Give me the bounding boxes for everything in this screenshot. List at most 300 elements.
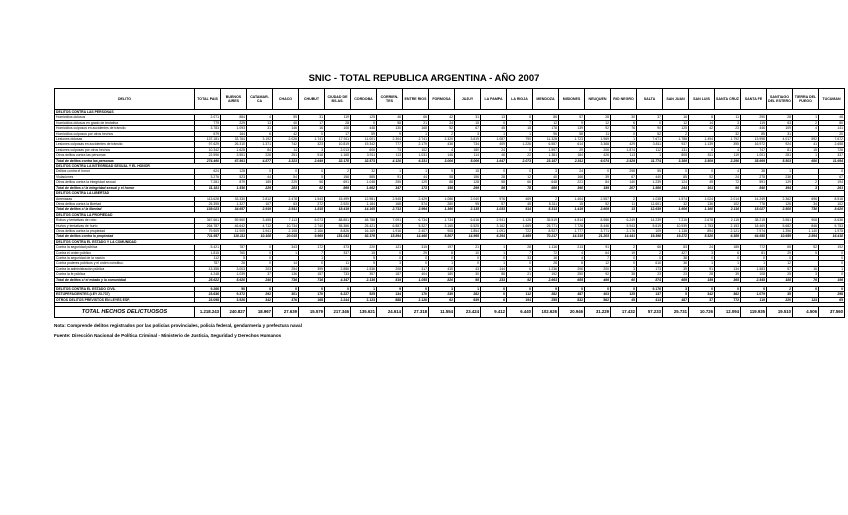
grand-total-row (55, 307, 845, 318)
table-cell: 168 (403, 126, 429, 131)
column-header: SANTA FE (741, 89, 767, 110)
table-cell: 15.579 (299, 307, 325, 318)
table-cell: 1.024 (689, 196, 715, 201)
table-cell: 11.181 (195, 185, 221, 190)
table-cell: 113.628 (195, 196, 221, 201)
table-cell: 19.342 (351, 142, 377, 147)
table-cell: 8.620 (819, 207, 845, 212)
table-cell: 7.091 (377, 218, 403, 223)
table-cell: 6 (247, 131, 273, 136)
table-cell: 7.281 (195, 180, 221, 185)
table-cell: 281 (767, 153, 793, 158)
table-cell: 2.013 (325, 147, 351, 152)
table-cell: 156 (455, 174, 481, 179)
table-cell: 41 (793, 142, 819, 147)
table-cell: 206 (559, 266, 585, 271)
column-header: LA RIOJA (507, 89, 533, 110)
table-cell: 11.554 (429, 307, 455, 318)
table-cell: 2.429 (403, 196, 429, 201)
table-cell: 112 (195, 255, 221, 260)
table-cell: 787 (221, 245, 247, 250)
table-cell: 102 (715, 201, 741, 206)
table-cell: 15.027 (741, 207, 767, 212)
table-cell: 46 (377, 115, 403, 120)
table-cell: 2.649 (299, 158, 325, 163)
table-cell: 32 (715, 131, 741, 136)
table-cell: 42 (689, 126, 715, 131)
table-cell: 832 (559, 297, 585, 302)
table-cell: 58 (559, 131, 585, 136)
table-cell: 733 (325, 272, 351, 277)
table-cell: 7.974 (741, 228, 767, 233)
table-cell: 178 (533, 126, 559, 131)
column-header: CATAMAR-CA (247, 89, 273, 110)
table-cell: 1.662 (351, 185, 377, 190)
table-cell: 0 (819, 261, 845, 266)
table-cell: 16.418 (819, 234, 845, 239)
table-cell: 14 (273, 261, 299, 266)
table-cell: 2.663 (533, 277, 559, 282)
column-header: TUCUMAN (819, 89, 845, 110)
table-cell: 13 (481, 115, 507, 120)
table-cell: 67 (819, 174, 845, 179)
table-cell: 0 (429, 255, 455, 260)
table-cell: 0 (715, 255, 741, 260)
table-cell: 197 (429, 245, 455, 250)
table-cell: 446 (741, 126, 767, 131)
table-cell: 2 (611, 196, 637, 201)
table-cell: 2.478 (273, 196, 299, 201)
table-cell: 139.023 (195, 207, 221, 212)
table-cell: 26.310 (221, 142, 247, 147)
section-label: DELITOS CONTRA LA INTEGRIDAD SEXUAL Y EL HONOR (55, 164, 845, 169)
table-cell: 6 (715, 250, 741, 255)
table-cell: 0 (377, 255, 403, 260)
table-cell: 1.079 (741, 292, 767, 297)
column-header: SAN LUIS (689, 89, 715, 110)
table-cell: 59.560 (221, 218, 247, 223)
table-cell: 3.455 (247, 218, 273, 223)
table-cell: 523 (221, 174, 247, 179)
table-cell: 159 (585, 185, 611, 190)
table-cell: 0 (637, 255, 663, 260)
table-cell: 3 (299, 147, 325, 152)
table-cell: 24 (481, 147, 507, 152)
table-cell: 8.826 (325, 228, 351, 233)
row-label: Lesiones culposas por otros hechos (55, 147, 195, 152)
table-cell: 337 (325, 250, 351, 255)
table-cell: 57 (767, 266, 793, 271)
table-cell: 92 (507, 277, 533, 282)
table-cell: 79.509 (195, 228, 221, 233)
table-cell: 102.626 (533, 307, 559, 318)
table-cell: 14.249 (741, 196, 767, 201)
table-cell: 49 (689, 180, 715, 185)
table-cell: 3 (793, 272, 819, 277)
table-cell: 4.814 (559, 218, 585, 223)
table-cell: 11.774 (637, 158, 663, 163)
table-cell: 805 (663, 153, 689, 158)
table-cell: 5 (351, 261, 377, 266)
section-label: DELITOS CONTRA LAS PERSONAS (55, 110, 845, 115)
table-cell: 30 (455, 272, 481, 277)
table-cell: 25.395 (195, 201, 221, 206)
table-cell: 11 (611, 201, 637, 206)
table-cell: 67 (455, 126, 481, 131)
table-cell: 0 (611, 255, 637, 260)
table-cell: 0 (351, 120, 377, 125)
table-cell: 119 (741, 297, 767, 302)
table-cell: 12.094 (715, 307, 741, 318)
table-cell: 1 (741, 261, 767, 266)
table-cell: 2 (793, 120, 819, 125)
table-cell: 16 (793, 266, 819, 271)
table-cell: 9.176 (637, 287, 663, 292)
table-cell: 262 (455, 292, 481, 297)
table-cell: 5.503 (767, 158, 793, 163)
table-cell: 57.233 (637, 307, 663, 318)
table-cell: 65 (819, 297, 845, 302)
table-cell: 1.381 (533, 153, 559, 158)
table-cell: 0 (819, 255, 845, 260)
table-cell: 1.140 (793, 228, 819, 233)
table-cell: 0 (689, 255, 715, 260)
table-cell: 46.642 (221, 223, 247, 228)
table-cell: 15 (793, 147, 819, 152)
table-cell: 5 (793, 250, 819, 255)
column-header: FORMOSA (429, 89, 455, 110)
table-cell: 3.926 (221, 297, 247, 302)
table-cell: 59 (273, 115, 299, 120)
table-cell: 55.366 (325, 223, 351, 228)
table-cell: 10.342 (195, 147, 221, 152)
table-cell: 19.398 (637, 234, 663, 239)
notes-block (54, 323, 844, 338)
table-cell: 686 (533, 185, 559, 190)
crime-statistics-table-wrapper (54, 88, 844, 318)
table-cell: 2 (637, 250, 663, 255)
table-cell: 25.622 (195, 277, 221, 282)
table-cell: 5.620 (221, 277, 247, 282)
table-cell: 3.192 (247, 137, 273, 142)
table-cell: 15 (455, 120, 481, 125)
row-label: Homicidios culposos por otros hechos (55, 131, 195, 136)
table-cell: 37 (247, 272, 273, 277)
table-cell: 272 (299, 201, 325, 206)
table-cell: 60 (611, 277, 637, 282)
table-cell: 123 (793, 297, 819, 302)
table-cell: 9.412 (481, 307, 507, 318)
table-cell: 194 (819, 180, 845, 185)
row-label: Total de delitos c/ el estado y la comunidad (55, 277, 195, 282)
table-cell: 113 (611, 153, 637, 158)
table-cell: 18.967 (247, 307, 273, 318)
table-cell: 18.419 (325, 207, 351, 212)
table-cell: 0 (507, 169, 533, 174)
table-cell: 0 (819, 272, 845, 277)
table-cell: 58 (377, 120, 403, 125)
table-cell: 173 (403, 185, 429, 190)
table-cell: 1.327 (221, 201, 247, 206)
table-cell: 1 (481, 261, 507, 266)
table-cell: 606 (351, 147, 377, 152)
table-cell: 15 (559, 201, 585, 206)
table-cell: 2.920 (325, 201, 351, 206)
table-cell: 290 (741, 115, 767, 120)
table-cell: 3.165 (429, 223, 455, 228)
table-cell: 35.669 (741, 158, 767, 163)
table-cell: 1.741 (299, 137, 325, 142)
table-cell: 5.682 (767, 223, 793, 228)
table-cell: 131 (663, 147, 689, 152)
table-cell: 367.661 (195, 218, 221, 223)
table-cell: 1.048 (351, 180, 377, 185)
table-cell: 624 (195, 169, 221, 174)
table-cell: 255 (377, 180, 403, 185)
table-cell: 685 (559, 277, 585, 282)
table-cell: 6.525 (455, 223, 481, 228)
table-cell: 58 (481, 180, 507, 185)
row-label: Homicidios dolosos (55, 115, 195, 120)
table-cell: 184 (559, 153, 585, 158)
table-cell: 1.669 (507, 223, 533, 228)
table-cell: 92.376 (351, 234, 377, 239)
table-cell: 6.557 (533, 142, 559, 147)
table-cell: 35 (767, 292, 793, 297)
table-cell: 3 (689, 250, 715, 255)
table-cell: 0 (299, 131, 325, 136)
table-cell: 691 (325, 180, 351, 185)
table-cell: 5.619 (637, 223, 663, 228)
table-cell: 0 (507, 287, 533, 292)
table-cell: 10.108 (247, 234, 273, 239)
table-cell: 29 (559, 147, 585, 152)
table-cell: 2.812 (247, 196, 273, 201)
table-cell: 357 (351, 272, 377, 277)
table-cell: 2 (429, 131, 455, 136)
table-cell: 3.368 (585, 142, 611, 147)
column-header: NEUQUEN (585, 89, 611, 110)
column-header: BUENOS AIRES (221, 89, 247, 110)
column-header: CHUBUT (299, 89, 325, 110)
table-cell: 1 (819, 266, 845, 271)
table-cell: 1 (455, 287, 481, 292)
table-cell: 0 (481, 292, 507, 297)
table-cell: 5 (663, 292, 689, 297)
table-cell: 403 (585, 292, 611, 297)
table-cell: 33.330 (221, 196, 247, 201)
table-cell: 229 (247, 185, 273, 190)
table-cell: 4 (559, 255, 585, 260)
table-cell: 298 (819, 292, 845, 297)
table-cell: 213 (559, 245, 585, 250)
table-cell: 170 (403, 292, 429, 297)
table-cell: 5.421 (195, 245, 221, 250)
table-cell: 4.120 (377, 158, 403, 163)
table-cell: 9 (377, 131, 403, 136)
table-cell: 6 (507, 266, 533, 271)
table-cell: 7.671 (637, 137, 663, 142)
table-cell: 689 (663, 277, 689, 282)
table-cell: 3 (793, 185, 819, 190)
table-cell: 1.371 (247, 142, 273, 147)
table-cell: 23 (715, 126, 741, 131)
table-cell: 187 (377, 272, 403, 277)
table-cell: 11 (585, 131, 611, 136)
table-cell: 1.916 (377, 228, 403, 233)
table-cell: 17 (299, 120, 325, 125)
table-cell: 1 (767, 169, 793, 174)
table-cell: 15.894 (377, 234, 403, 239)
table-cell: 8.446 (585, 223, 611, 228)
table-cell: 4.017 (767, 137, 793, 142)
table-cell: 81 (767, 147, 793, 152)
table-cell: 250 (559, 272, 585, 277)
table-cell: 1.226 (507, 142, 533, 147)
table-cell: 20 (819, 131, 845, 136)
table-cell: 11 (715, 115, 741, 120)
table-cell: 5 (351, 255, 377, 260)
table-cell: 820 (429, 277, 455, 282)
table-cell: 2.557 (585, 196, 611, 201)
table-cell: 14.319 (559, 234, 585, 239)
table-cell: 869 (325, 185, 351, 190)
table-cell: 5.327 (403, 223, 429, 228)
table-cell: 0 (481, 255, 507, 260)
table-cell: 6 (611, 120, 637, 125)
row-label: ESTUPEFACIENTES (LEY 23.737) (55, 292, 195, 297)
table-cell: 11.694 (819, 158, 845, 163)
table-cell: 2.919 (247, 207, 273, 212)
table-cell: 1.093 (221, 126, 247, 131)
table-cell: 54 (273, 174, 299, 179)
table-cell: 3 (715, 120, 741, 125)
table-cell: 3.811 (637, 142, 663, 147)
table-cell: 80 (819, 120, 845, 125)
column-header: CIUDAD DE BS.AS. (325, 89, 351, 110)
table-cell: 0 (637, 120, 663, 125)
table-cell: 14.441 (611, 234, 637, 239)
table-cell: 119 (325, 115, 351, 120)
table-cell: 1.874 (611, 147, 637, 152)
row-label: Delitos contra el honor (55, 169, 195, 174)
table-cell: 23.636 (195, 292, 221, 297)
table-cell: 448 (351, 126, 377, 131)
table-cell: 0 (689, 287, 715, 292)
table-cell: 20.946 (559, 307, 585, 318)
table-cell: 136 (273, 272, 299, 277)
table-cell: 14.468 (403, 234, 429, 239)
table-body (55, 110, 845, 318)
table-cell: 2.108 (273, 228, 299, 233)
table-cell: 11.909 (221, 228, 247, 233)
table-cell: 102 (403, 147, 429, 152)
table-cell: 81 (741, 250, 767, 255)
table-cell: 591 (741, 180, 767, 185)
table-cell: 16.169 (351, 228, 377, 233)
row-label: Lesiones culposas en accidentes de tránsito (55, 142, 195, 147)
table-cell: 1.218.243 (195, 307, 221, 318)
table-cell: 24 (429, 120, 455, 125)
table-cell: 196 (819, 277, 845, 282)
table-cell: 1 (611, 137, 637, 142)
table-cell: 1.941 (247, 228, 273, 233)
table-cell: 140 (611, 180, 637, 185)
table-cell: 937 (663, 142, 689, 147)
table-cell: 0 (247, 245, 273, 250)
table-cell: 164 (221, 131, 247, 136)
table-cell: 427 (663, 250, 689, 255)
table-cell: 1 (507, 131, 533, 136)
table-cell: 32.573 (351, 158, 377, 163)
table-cell: 1.404 (559, 196, 585, 201)
table-cell: 217.346 (325, 307, 351, 318)
table-cell: 22.596 (195, 153, 221, 158)
table-cell: 487 (559, 292, 585, 297)
table-cell: 1.126 (507, 218, 533, 223)
table-cell: 134 (377, 292, 403, 297)
table-cell: 2.126 (403, 297, 429, 302)
table-cell: 1.139 (689, 142, 715, 147)
table-cell: 28 (767, 115, 793, 120)
table-cell: 399 (299, 266, 325, 271)
table-cell: 85 (741, 131, 767, 136)
table-cell: 15 (351, 250, 377, 255)
column-header: CORDOBA (351, 89, 377, 110)
table-cell: 168 (299, 297, 325, 302)
table-cell: 46 (819, 115, 845, 120)
table-cell: 4.712 (247, 223, 273, 228)
table-cell: 17.911 (325, 137, 351, 142)
table-cell: 894 (689, 228, 715, 233)
table-cell: 2.290 (715, 158, 741, 163)
table-cell: 1.815 (195, 250, 221, 255)
table-cell: 8.986 (585, 218, 611, 223)
table-cell: 10.726 (689, 307, 715, 318)
row-label: DELITOS CONTRA EL ESTADO CIVIL (55, 287, 195, 292)
column-header: CORRIEN-TES (377, 89, 403, 110)
table-cell: 2 (767, 287, 793, 292)
table-cell: 440 (637, 174, 663, 179)
table-cell: 21 (455, 245, 481, 250)
table-cell: 55 (637, 169, 663, 174)
table-cell: 48.788 (351, 218, 377, 223)
table-cell: 2.741 (403, 137, 429, 142)
table-cell: 29 (403, 250, 429, 255)
table-cell: 27.318 (403, 307, 429, 318)
table-cell: 9 (377, 287, 403, 292)
table-cell: 1.165 (325, 153, 351, 158)
table-cell: 525 (351, 292, 377, 297)
table-cell: 342 (689, 292, 715, 297)
table-cell: 32.178 (325, 158, 351, 163)
table-cell: 32 (351, 169, 377, 174)
table-cell: 52 (637, 131, 663, 136)
table-cell: 3.783 (195, 126, 221, 131)
table-cell: 19 (611, 250, 637, 255)
table-cell: 716 (299, 277, 325, 282)
table-cell: 592 (793, 137, 819, 142)
table-cell: 188 (767, 277, 793, 282)
table-cell: 777 (377, 142, 403, 147)
table-cell: 3.276 (195, 174, 221, 179)
table-cell: 2.304 (377, 137, 403, 142)
table-cell: 0 (741, 255, 767, 260)
table-cell: 0 (559, 287, 585, 292)
table-cell: 9 (559, 120, 585, 125)
table-cell: 1.723 (559, 137, 585, 142)
table-cell: 208 (377, 266, 403, 271)
